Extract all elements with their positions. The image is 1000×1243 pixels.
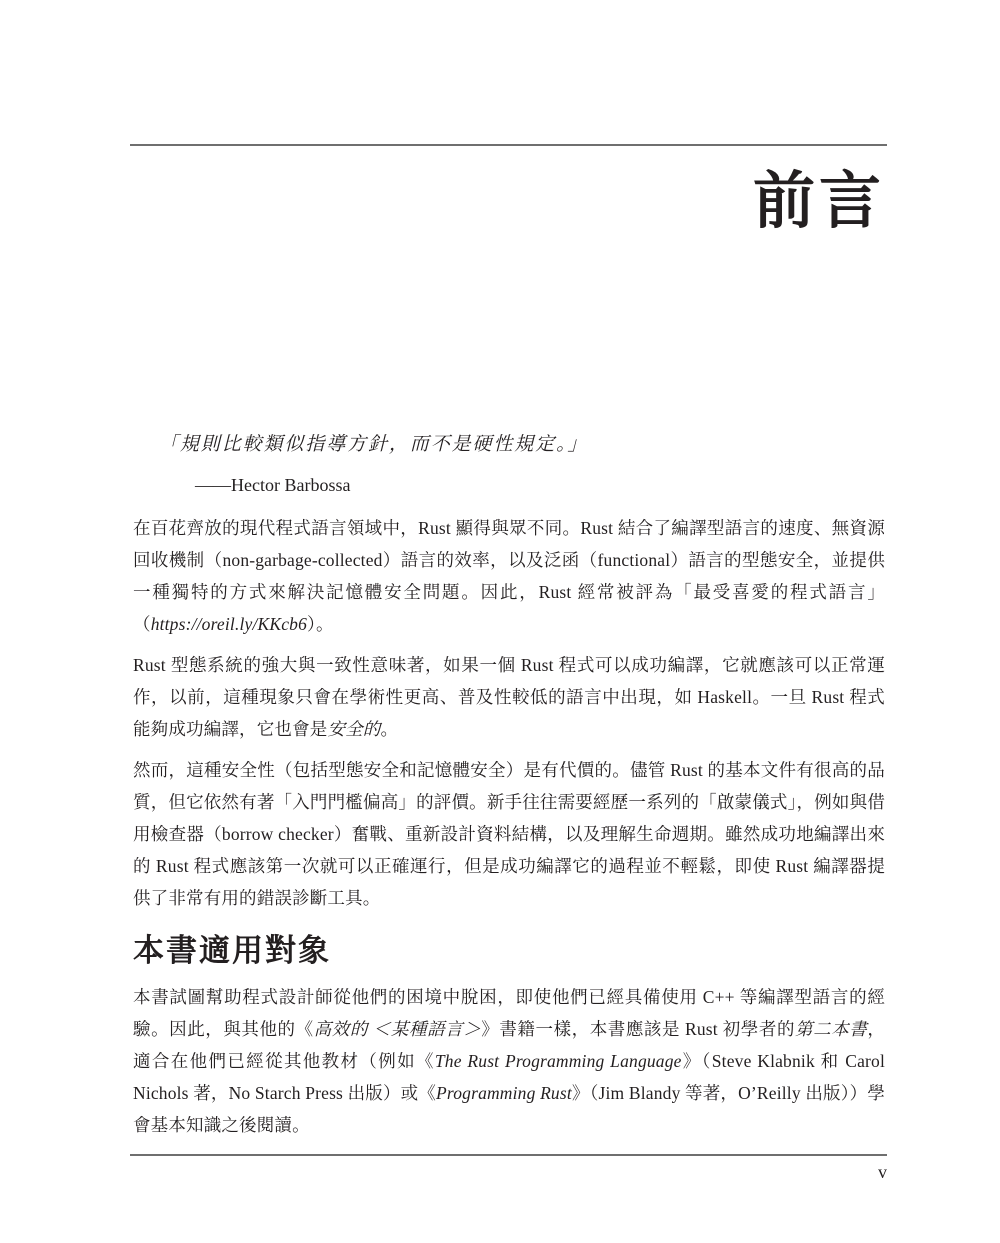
text-run: 。	[380, 719, 399, 740]
paragraph-safety-cost	[133, 754, 885, 914]
page-content	[133, 145, 885, 1141]
url-run: https://oreil.ly/KKcb6	[150, 614, 308, 635]
text-run: 然而，這種安全性（包括型態安全和記憶體安全）是有代價的。儘管 Rust 的基本文件有很高的品質，但它依然有著「入門門檻偏高」的評價。新手往往需要經歷一系列的「啟蒙儀式」，例如與借用檢查器（borrow checker）奮戰、重新設計資料結構，以及理解生命週期。雖然成功地編譯出來的 Rust 程式應該第一次就可以正確運行，但是成功編譯它的過程並不輕鬆，即使 Rust 編譯器提供了非常有用的錯誤診斷工具。	[133, 760, 885, 909]
emphasis-run: 高效的 ＜某種語言＞	[313, 1019, 481, 1040]
text-run: ）。	[307, 614, 334, 635]
text-run: 》書籍一樣，本書應該是 Rust 初學者的	[480, 1019, 796, 1040]
emphasis-run: 安全的	[327, 719, 381, 740]
book-title-run: Programming Rust	[436, 1083, 572, 1104]
page-number: v	[878, 1162, 887, 1182]
text-run: ，適合在他們已經從其他教材（例如《	[133, 1019, 885, 1072]
paragraph-audience	[133, 981, 885, 1141]
paragraph-type-system	[133, 649, 885, 745]
text-run: 》（Jim Blandy 等著，O’Reilly 出版））學會基本知識之後閱讀。	[133, 1083, 885, 1136]
section-heading-audience: 本書適用對象	[133, 933, 331, 969]
page-title: 前言	[752, 167, 885, 236]
text-run: 本書試圖幫助程式設計師從他們的困境中脫困，即使他們已經具備使用 C++ 等編譯型語言的經驗。因此，與其他的《	[133, 987, 885, 1040]
book-title-run: The Rust Programming Language	[434, 1051, 682, 1072]
text-run: 在百花齊放的現代程式語言領域中，Rust 顯得與眾不同。Rust 結合了編譯型語言的速度、無資源回收機制（non-garbage-collected）語言的效率，以及泛函（functional）語言的型態安全，並提供一種獨特的方式來解決記憶體安全問題。因此，Rust 經常被評為「最受喜愛的程式語言」（	[133, 518, 885, 635]
bottom-divider	[130, 1154, 887, 1156]
epigraph-quote: 「規則比較類似指導方針，而不是硬性規定。」	[159, 434, 589, 456]
paragraph-intro	[133, 512, 885, 640]
text-run: Rust 型態系統的強大與一致性意味著，如果一個 Rust 程式可以成功編譯，它就應該可以正常運作，以前，這種現象只會在學術性更高、普及性較低的語言中出現，如 Haskell。一旦 Rust 程式能夠成功編譯，它也會是	[133, 655, 885, 740]
epigraph-attribution: ——Hector Barbossa	[195, 475, 351, 496]
text-run: 》（Steve Klabnik 和 Carol Nichols 著，No Starch Press 出版）或《	[133, 1051, 885, 1104]
emphasis-run: 第二本書	[795, 1019, 868, 1040]
